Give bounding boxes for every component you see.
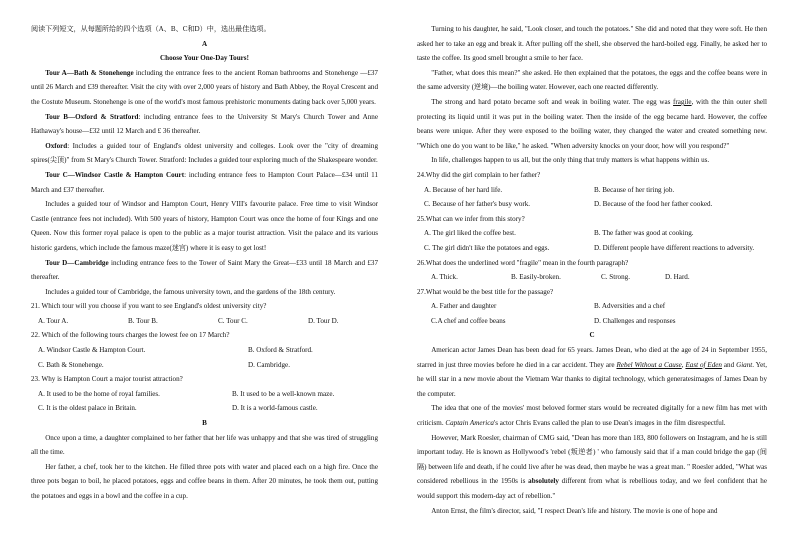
section-a-title: Choose Your One-Day Tours! [160,54,249,63]
option-22-d: D. Cambridge. [248,360,290,369]
option-21-c: C. Tour C. [218,316,248,325]
tour-b-paragraph [31,110,378,139]
bold-word-absolutely: absolutely [528,477,559,486]
question-26: 26.What does the underlined word "fragile" mean in the fourth paragraph? [417,258,629,267]
story-paragraph-5 [417,95,767,153]
story-paragraph-6: In life, challenges happen to us all, but the only thing that truly matters is what happens within us. [431,156,710,165]
movie-title-2: East of Eden [685,360,722,369]
article-paragraph-1 [417,343,767,401]
question-25-options-row2 [417,241,767,256]
tour-b-heading: Tour B—Oxford & Stratford [45,112,139,121]
tour-c-details: Includes a guided tour of Windsor and Hampton Court, Henry VIII's favourite palace. Free time to visit Windsor Castle (entrance fees not included). With 500 years of history, Hampton Court was once the home of four Kings and one Queen. Now this former royal palace is open to the public as a major tourist attraction. Visit the palace and its various historic gardens, which include the famous maze(迷宫) where it is easy to get lost! [31,200,378,252]
option-26-c: C. Strong. [601,273,630,282]
article-paragraph-3-start: However, Mark Roesler, chairman of CMG said, "Dean has more than 183, 800 followers on Instagram, and he is still important today. He is known as Hollywood's 'rebel (叛逆者) ' who famously said that if a man could bridge the gap (间隔) between life and death, if he could live after he was dead, then maybe he was a great man. " Roesler added, "What was considered rebellious in the 1950s is [417,433,767,486]
article-paragraph-1-end: . Yet, he will star in a new movie about the Vietnam War thanks to digital technology, which generatesimages of James Dean by the computer. [417,360,767,398]
separator-2: and [721,360,737,369]
option-23-a: A. It used to be the home of royal families. [38,389,160,398]
option-27-c: C.A chef and coffee beans [431,316,506,325]
option-24-c: C. Because of her father's busy work. [424,200,531,209]
article-paragraph-2-end: 's actor Chris Evans called the plan to use Dean's images in the film disrespectful. [493,419,726,428]
option-24-b: B. Because of her tiring job. [594,185,675,194]
tour-d-details: Includes a guided tour of Cambridge, the famous university town, and the gardens of the 18th century. [45,287,336,296]
section-c-label: C [589,331,595,340]
option-25-a: A. The girl liked the coffee best. [424,229,516,238]
option-25-b: B. The father was good at cooking. [594,229,694,238]
captain-america-title: Captain America [445,419,494,428]
question-25-options-row1 [417,226,767,241]
section-a-label: A [201,39,208,48]
tour-c-heading: Tour C—Windsor Castle & Hampton Court [45,170,185,179]
tour-c-text: : including entrance fees to Hampton Court Palace—£34 until 11 March and £37 thereafter. [31,170,378,194]
option-22-c: C. Bath & Stonehenge. [38,360,104,369]
oxford-paragraph [31,139,378,168]
option-27-a: A. Father and daughter [431,302,497,311]
question-25: 25.What can we infer from this story? [417,214,525,223]
question-23-options-row2 [31,401,378,416]
separator-1: , [681,360,686,369]
option-22-b: B. Oxford & Stratford. [248,346,313,355]
article-paragraph-2 [417,401,767,430]
question-23-options-row1 [31,387,378,402]
article-paragraph-2-start: The idea that one of the movies' most beloved former stars would be recreated digitally for a new film has met with criticism. [417,404,767,428]
option-23-d: D. It is a world-famous castle. [232,404,318,413]
tour-a-heading: Tour A—Bath & Stonehenge [45,68,134,77]
option-27-b: B. Adversities and a chef [594,302,666,311]
story-paragraph-4: "Father, what does this mean?" she asked. He then explained that the potatoes, the eggs and the coffee beans were in the same adversity (逆境)—the boiling water. However, each one reacted differently. [417,68,767,92]
option-23-c: C. It is the oldest palace in Britain. [38,404,137,413]
question-24: 24.Why did the girl complain to her father? [417,170,541,179]
story-paragraph-5-end: , with the thin outer shell protecting its liquid until it was put in the boiling water. Then the inside of the egg became hard. However, the coffee beans were unique. After they were exposed to the boiling water, they changed the water and created something new. "Which one do you want to be like," he asked. "When adversity knocks on your door, how will you respond?" [417,97,767,150]
right-column [417,22,767,518]
oxford-text: : Includes a guided tour of England's oldest university and colleges. Look over the "city of dreaming spires(尖顶)" from St Mary's Church Tower. Stratford: Includes a guided tour exploring much of the Shakespeare wonder. [31,141,378,165]
option-21-a: A. Tour A. [38,316,69,325]
option-24-a: A. Because of her hard life. [424,185,503,194]
article-paragraph-3 [417,431,767,504]
question-26-options [417,270,767,285]
question-22: 22. Which of the following tours charges the lowest fee on 17 March? [31,331,230,340]
tour-a-paragraph [31,66,378,110]
tour-d-text: including entrance fees to the Tower of Saint Mary the Great—£33 until 18 March and £37 thereafter. [31,258,378,282]
question-22-options-row2 [31,358,378,373]
question-24-options-row2 [417,197,767,212]
option-21-d: D. Tour D. [308,316,339,325]
option-26-d: D. Hard. [665,273,690,282]
option-21-b: B. Tour B. [128,316,158,325]
story-paragraph-2: Her father, a chef, took her to the kitchen. He filled three pots with water and placed each on a high fire. Once the three pots began to boil, he placed potatoes, eggs and coffee beans in them. After 20 minutes, he took them out, putting the potatoes and eggs in a bowl and the coffee in a cup. [31,462,378,500]
question-24-options-row1 [417,183,767,198]
oxford-heading: Oxford [45,141,68,150]
option-23-b: B. It used to be a well-known maze. [232,389,335,398]
article-paragraph-1-start: American actor James Dean has been dead for 65 years. James Dean, who died at the age of 24 in September 1955, starred in just three movies before he died in a car accident. They are [417,346,767,369]
question-23: 23. Why is Hampton Court a major tourist attraction? [31,375,183,384]
instruction: 阅读下列短文，从每题所给的四个选项（A、B、C和D）中，选出最佳选项。 [31,25,271,33]
story-paragraph-5-start: The strong and hard potato became soft and weak in boiling water. The egg was [431,97,674,106]
tour-d-paragraph [31,256,378,285]
option-25-d: D. Different people have different reactions to adversity. [594,243,755,252]
question-27-options-row2 [417,314,767,329]
option-22-a: A. Windsor Castle & Hampton Court. [38,346,146,355]
tour-d-heading: Tour D—Cambridge [45,258,109,267]
tour-c-paragraph [31,168,378,197]
movie-title-3: Giant [736,360,753,369]
option-25-c: C. The girl didn't like the potatoes and eggs. [424,243,550,252]
tour-b-text: : including entrance fees to the University St Mary's Church Tower and Anne Hathaway's house—£32 until 12 March and £ 36 thereafter. [31,112,378,136]
underlined-word-fragile: fragile [673,97,692,106]
section-b-label: B [202,419,207,428]
question-27: 27.What would be the best title for the passage? [417,287,554,296]
option-26-a: A. Thick. [431,273,458,282]
story-paragraph-3: Turning to his daughter, he said, "Look closer, and touch the potatoes." She did and noted that they were soft. He then asked her to take an egg and break it. After pulling off the shell, she observed the hard-boiled egg. Finally, he asked her to taste the coffee. Its good smell brought a smile to her face. [417,25,767,63]
option-26-b: B. Easily-broken. [511,273,561,282]
option-27-d: D. Challenges and responses [594,316,676,325]
tour-a-text: including the entrance fees to the ancient Roman bathrooms and Stonehenge —£37 until 26 March and £39 thereafter. Visit the city with over 2,000 years of history and Bath Abbey, the Royal Crescent and the Costute Museum. Stonehenge is one of the world's most famous prehistoric monuments dating back over 5,000 years. [31,68,378,106]
question-22-options-row1 [31,343,378,358]
article-paragraph-3-end: different from what is rebellious today, and we feel confident that he would support this modern-day act of rebellion." [417,477,767,500]
question-27-options-row1 [417,299,767,314]
story-paragraph-1: Once upon a time, a daughter complained to her father that her life was unhappy and that she was tired of struggling all the time. [31,433,378,457]
question-21: 21. Which tour will you choose if you want to see England's oldest university city? [31,302,267,311]
question-21-options [31,314,378,329]
article-paragraph-4: Anton Ernst, the film's director, said, "I respect Dean's life and history. The movie is one of hope and [431,506,718,515]
option-24-d: D. Because of the food her father cooked. [594,200,713,209]
left-column [31,22,378,504]
movie-title-1: Rebel Without a Cause [616,360,682,369]
